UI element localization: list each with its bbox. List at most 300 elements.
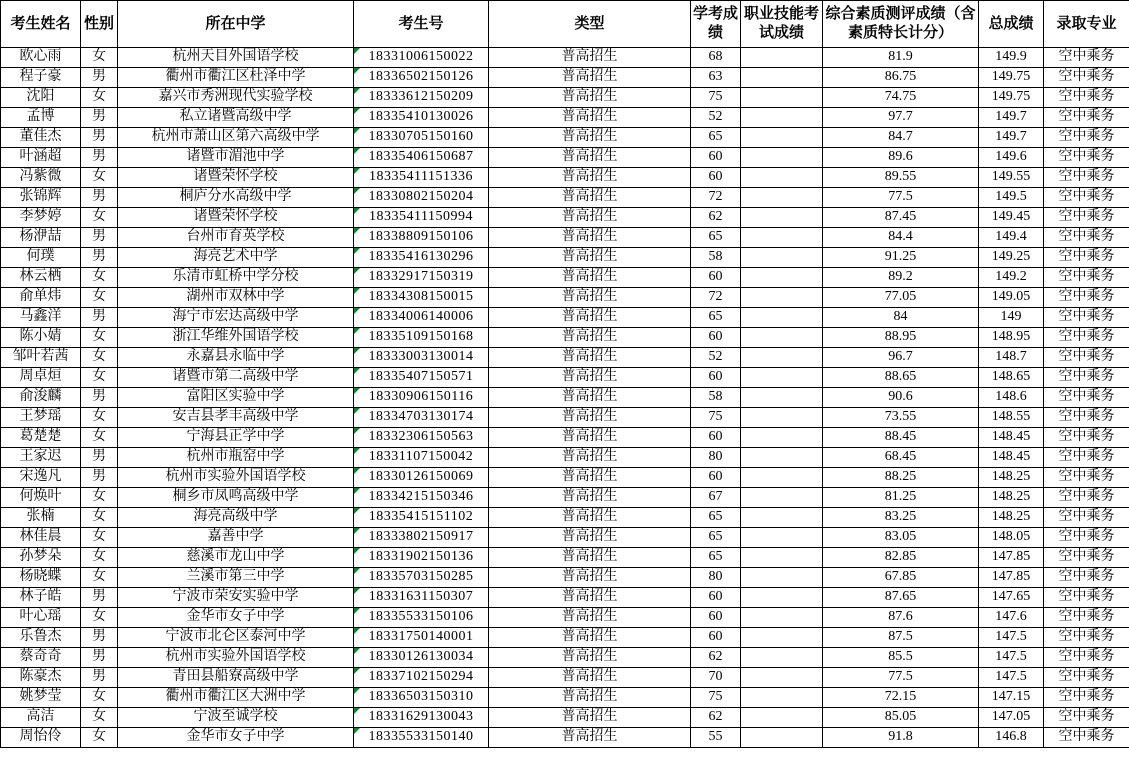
cell-type: 普高招生 <box>489 388 691 408</box>
table-row <box>1 108 1129 128</box>
cell-total_score: 149.2 <box>979 268 1044 288</box>
cell-vocational_score <box>741 328 823 348</box>
table-row <box>1 328 1129 348</box>
cell-academic_score: 67 <box>691 488 741 508</box>
cell-school: 海亮艺术中学 <box>118 248 354 268</box>
cell-comprehensive_score: 74.75 <box>823 88 979 108</box>
cell-total_score: 147.65 <box>979 588 1044 608</box>
cell-academic_score: 65 <box>691 228 741 248</box>
text-format-flag-icon <box>354 148 360 154</box>
cell-comprehensive_score: 83.05 <box>823 528 979 548</box>
cell-comprehensive_score: 91.8 <box>823 728 979 748</box>
cell-school: 嘉善中学 <box>118 528 354 548</box>
text-format-flag-icon <box>354 708 360 714</box>
cell-gender: 男 <box>81 668 118 688</box>
cell-name: 何焕叶 <box>1 488 81 508</box>
cell-school: 杭州市瓶窑中学 <box>118 448 354 468</box>
cell-total_score: 148.25 <box>979 488 1044 508</box>
cell-school: 嘉兴市秀洲现代实验学校 <box>118 88 354 108</box>
cell-total_score: 149.9 <box>979 48 1044 68</box>
cell-major: 空中乘务 <box>1044 708 1129 728</box>
column-header-type: 类型 <box>489 1 691 48</box>
table-row <box>1 288 1129 308</box>
cell-exam_no: 18333802150917 <box>354 528 489 548</box>
cell-type: 普高招生 <box>489 368 691 388</box>
cell-name: 杨晓蝶 <box>1 568 81 588</box>
table-row <box>1 68 1129 88</box>
cell-name: 王梦瑶 <box>1 408 81 428</box>
cell-total_score: 149.6 <box>979 148 1044 168</box>
cell-major: 空中乘务 <box>1044 468 1129 488</box>
cell-type: 普高招生 <box>489 508 691 528</box>
column-header-major: 录取专业 <box>1044 1 1129 48</box>
table-row <box>1 628 1129 648</box>
cell-exam_no: 18338809150106 <box>354 228 489 248</box>
cell-name: 程子豪 <box>1 68 81 88</box>
cell-academic_score: 65 <box>691 128 741 148</box>
cell-exam_no: 18335411151336 <box>354 168 489 188</box>
cell-type: 普高招生 <box>489 108 691 128</box>
cell-comprehensive_score: 73.55 <box>823 408 979 428</box>
cell-total_score: 149 <box>979 308 1044 328</box>
cell-exam_no: 18335407150571 <box>354 368 489 388</box>
column-header-school: 所在中学 <box>118 1 354 48</box>
cell-total_score: 147.5 <box>979 628 1044 648</box>
cell-vocational_score <box>741 728 823 748</box>
table-row <box>1 668 1129 688</box>
column-header-total_score: 总成绩 <box>979 1 1044 48</box>
cell-school: 杭州市实验外国语学校 <box>118 648 354 668</box>
cell-academic_score: 80 <box>691 568 741 588</box>
cell-exam_no: 18335415151102 <box>354 508 489 528</box>
cell-exam_no: 18330126150069 <box>354 468 489 488</box>
cell-comprehensive_score: 85.05 <box>823 708 979 728</box>
cell-name: 马鑫洋 <box>1 308 81 328</box>
cell-gender: 男 <box>81 628 118 648</box>
cell-type: 普高招生 <box>489 668 691 688</box>
cell-total_score: 149.7 <box>979 128 1044 148</box>
cell-academic_score: 68 <box>691 48 741 68</box>
cell-name: 冯紫微 <box>1 168 81 188</box>
table-row <box>1 488 1129 508</box>
cell-vocational_score <box>741 528 823 548</box>
cell-comprehensive_score: 87.45 <box>823 208 979 228</box>
cell-vocational_score <box>741 648 823 668</box>
cell-type: 普高招生 <box>489 448 691 468</box>
cell-academic_score: 60 <box>691 268 741 288</box>
text-format-flag-icon <box>354 268 360 274</box>
text-format-flag-icon <box>354 588 360 594</box>
cell-type: 普高招生 <box>489 648 691 668</box>
text-format-flag-icon <box>354 188 360 194</box>
cell-exam_no: 18332917150319 <box>354 268 489 288</box>
cell-major: 空中乘务 <box>1044 488 1129 508</box>
cell-comprehensive_score: 87.65 <box>823 588 979 608</box>
cell-total_score: 149.7 <box>979 108 1044 128</box>
table-row <box>1 88 1129 108</box>
cell-type: 普高招生 <box>489 308 691 328</box>
cell-major: 空中乘务 <box>1044 48 1129 68</box>
cell-name: 董佳杰 <box>1 128 81 148</box>
cell-major: 空中乘务 <box>1044 228 1129 248</box>
cell-gender: 女 <box>81 208 118 228</box>
cell-comprehensive_score: 77.5 <box>823 188 979 208</box>
cell-major: 空中乘务 <box>1044 168 1129 188</box>
column-header-academic_score: 学考成绩 <box>691 1 741 48</box>
cell-major: 空中乘务 <box>1044 288 1129 308</box>
cell-type: 普高招生 <box>489 608 691 628</box>
cell-exam_no: 18330906150116 <box>354 388 489 408</box>
cell-type: 普高招生 <box>489 728 691 748</box>
cell-academic_score: 72 <box>691 188 741 208</box>
cell-name: 叶涵超 <box>1 148 81 168</box>
cell-name: 李梦婷 <box>1 208 81 228</box>
table-row <box>1 368 1129 388</box>
text-format-flag-icon <box>354 448 360 454</box>
cell-name: 沈阳 <box>1 88 81 108</box>
table-row <box>1 168 1129 188</box>
cell-name: 何璞 <box>1 248 81 268</box>
cell-gender: 女 <box>81 48 118 68</box>
cell-gender: 女 <box>81 408 118 428</box>
cell-academic_score: 62 <box>691 648 741 668</box>
cell-type: 普高招生 <box>489 568 691 588</box>
cell-academic_score: 80 <box>691 448 741 468</box>
table-row <box>1 128 1129 148</box>
table-row <box>1 408 1129 428</box>
cell-vocational_score <box>741 688 823 708</box>
cell-total_score: 149.4 <box>979 228 1044 248</box>
text-format-flag-icon <box>354 328 360 334</box>
cell-school: 宁海县正学中学 <box>118 428 354 448</box>
cell-academic_score: 70 <box>691 668 741 688</box>
text-format-flag-icon <box>354 388 360 394</box>
cell-vocational_score <box>741 268 823 288</box>
cell-type: 普高招生 <box>489 708 691 728</box>
cell-type: 普高招生 <box>489 268 691 288</box>
cell-school: 杭州市萧山区第六高级中学 <box>118 128 354 148</box>
text-format-flag-icon <box>354 228 360 234</box>
cell-comprehensive_score: 91.25 <box>823 248 979 268</box>
cell-major: 空中乘务 <box>1044 388 1129 408</box>
cell-vocational_score <box>741 408 823 428</box>
cell-gender: 女 <box>81 488 118 508</box>
cell-school: 兰溪市第三中学 <box>118 568 354 588</box>
table-row <box>1 448 1129 468</box>
cell-comprehensive_score: 89.2 <box>823 268 979 288</box>
cell-vocational_score <box>741 488 823 508</box>
cell-name: 叶心瑶 <box>1 608 81 628</box>
cell-comprehensive_score: 82.85 <box>823 548 979 568</box>
text-format-flag-icon <box>354 468 360 474</box>
cell-exam_no: 18335411150994 <box>354 208 489 228</box>
table-row <box>1 468 1129 488</box>
cell-major: 空中乘务 <box>1044 208 1129 228</box>
cell-school: 桐乡市凤鸣高级中学 <box>118 488 354 508</box>
cell-school: 诸暨市湄池中学 <box>118 148 354 168</box>
cell-vocational_score <box>741 608 823 628</box>
table-row <box>1 708 1129 728</box>
cell-academic_score: 55 <box>691 728 741 748</box>
text-format-flag-icon <box>354 608 360 614</box>
table-row <box>1 528 1129 548</box>
cell-total_score: 148.65 <box>979 368 1044 388</box>
cell-school: 宁波至诚学校 <box>118 708 354 728</box>
cell-vocational_score <box>741 208 823 228</box>
cell-school: 杭州天目外国语学校 <box>118 48 354 68</box>
cell-exam_no: 18333612150209 <box>354 88 489 108</box>
column-header-gender: 性别 <box>81 1 118 48</box>
cell-name: 高洁 <box>1 708 81 728</box>
table-row <box>1 308 1129 328</box>
cell-school: 私立诸暨高级中学 <box>118 108 354 128</box>
text-format-flag-icon <box>354 548 360 554</box>
cell-academic_score: 58 <box>691 388 741 408</box>
cell-name: 林子皓 <box>1 588 81 608</box>
text-format-flag-icon <box>354 208 360 214</box>
cell-vocational_score <box>741 428 823 448</box>
cell-name: 蔡奇奇 <box>1 648 81 668</box>
cell-total_score: 148.95 <box>979 328 1044 348</box>
cell-gender: 女 <box>81 288 118 308</box>
table-row <box>1 568 1129 588</box>
cell-major: 空中乘务 <box>1044 148 1129 168</box>
cell-vocational_score <box>741 548 823 568</box>
cell-name: 王家迟 <box>1 448 81 468</box>
cell-vocational_score <box>741 508 823 528</box>
cell-school: 金华市女子中学 <box>118 608 354 628</box>
table-row <box>1 348 1129 368</box>
cell-total_score: 147.5 <box>979 668 1044 688</box>
cell-gender: 女 <box>81 548 118 568</box>
text-format-flag-icon <box>354 48 360 54</box>
cell-comprehensive_score: 88.95 <box>823 328 979 348</box>
table-row <box>1 148 1129 168</box>
cell-gender: 男 <box>81 468 118 488</box>
cell-exam_no: 18336503150310 <box>354 688 489 708</box>
table-header-row <box>1 1 1129 48</box>
cell-vocational_score <box>741 348 823 368</box>
text-format-flag-icon <box>354 428 360 434</box>
cell-comprehensive_score: 97.7 <box>823 108 979 128</box>
cell-school: 衢州市衢江区大洲中学 <box>118 688 354 708</box>
cell-vocational_score <box>741 188 823 208</box>
cell-comprehensive_score: 88.45 <box>823 428 979 448</box>
table-body <box>1 48 1129 748</box>
cell-total_score: 149.75 <box>979 88 1044 108</box>
table-row <box>1 728 1129 748</box>
cell-vocational_score <box>741 468 823 488</box>
cell-exam_no: 18330802150204 <box>354 188 489 208</box>
cell-exam_no: 18331107150042 <box>354 448 489 468</box>
cell-major: 空中乘务 <box>1044 308 1129 328</box>
cell-academic_score: 58 <box>691 248 741 268</box>
column-header-exam_no: 考生号 <box>354 1 489 48</box>
cell-exam_no: 18334006140006 <box>354 308 489 328</box>
cell-vocational_score <box>741 108 823 128</box>
text-format-flag-icon <box>354 488 360 494</box>
cell-academic_score: 65 <box>691 508 741 528</box>
cell-major: 空中乘务 <box>1044 668 1129 688</box>
cell-major: 空中乘务 <box>1044 528 1129 548</box>
table-row <box>1 508 1129 528</box>
cell-comprehensive_score: 89.55 <box>823 168 979 188</box>
cell-major: 空中乘务 <box>1044 128 1129 148</box>
cell-vocational_score <box>741 448 823 468</box>
cell-academic_score: 60 <box>691 608 741 628</box>
cell-vocational_score <box>741 628 823 648</box>
cell-school: 诸暨市第二高级中学 <box>118 368 354 388</box>
cell-school: 诸暨荣怀学校 <box>118 168 354 188</box>
cell-exam_no: 18336502150126 <box>354 68 489 88</box>
cell-exam_no: 18334215150346 <box>354 488 489 508</box>
cell-school: 浙江华维外国语学校 <box>118 328 354 348</box>
cell-major: 空中乘务 <box>1044 628 1129 648</box>
cell-school: 杭州市实验外国语学校 <box>118 468 354 488</box>
cell-type: 普高招生 <box>489 488 691 508</box>
cell-exam_no: 18335703150285 <box>354 568 489 588</box>
cell-comprehensive_score: 83.25 <box>823 508 979 528</box>
cell-total_score: 148.25 <box>979 468 1044 488</box>
cell-type: 普高招生 <box>489 408 691 428</box>
cell-academic_score: 60 <box>691 468 741 488</box>
cell-school: 青田县船寮高级中学 <box>118 668 354 688</box>
table-row <box>1 388 1129 408</box>
cell-vocational_score <box>741 168 823 188</box>
text-format-flag-icon <box>354 108 360 114</box>
cell-total_score: 147.5 <box>979 648 1044 668</box>
cell-gender: 女 <box>81 268 118 288</box>
table-row <box>1 248 1129 268</box>
cell-gender: 男 <box>81 648 118 668</box>
cell-major: 空中乘务 <box>1044 568 1129 588</box>
cell-total_score: 148.6 <box>979 388 1044 408</box>
text-format-flag-icon <box>354 348 360 354</box>
cell-school: 宁波市北仑区泰河中学 <box>118 628 354 648</box>
cell-comprehensive_score: 81.9 <box>823 48 979 68</box>
cell-school: 衢州市衢江区杜泽中学 <box>118 68 354 88</box>
text-format-flag-icon <box>354 528 360 534</box>
cell-gender: 男 <box>81 228 118 248</box>
cell-vocational_score <box>741 708 823 728</box>
cell-gender: 女 <box>81 428 118 448</box>
cell-gender: 女 <box>81 168 118 188</box>
cell-academic_score: 65 <box>691 548 741 568</box>
cell-total_score: 147.05 <box>979 708 1044 728</box>
text-format-flag-icon <box>354 408 360 414</box>
cell-comprehensive_score: 88.65 <box>823 368 979 388</box>
table-row <box>1 208 1129 228</box>
cell-academic_score: 60 <box>691 588 741 608</box>
cell-type: 普高招生 <box>489 288 691 308</box>
cell-major: 空中乘务 <box>1044 328 1129 348</box>
cell-academic_score: 60 <box>691 628 741 648</box>
cell-comprehensive_score: 86.75 <box>823 68 979 88</box>
table-row <box>1 588 1129 608</box>
cell-major: 空中乘务 <box>1044 548 1129 568</box>
cell-name: 邹叶若茜 <box>1 348 81 368</box>
cell-gender: 女 <box>81 508 118 528</box>
cell-gender: 男 <box>81 448 118 468</box>
cell-total_score: 149.75 <box>979 68 1044 88</box>
cell-exam_no: 18331902150136 <box>354 548 489 568</box>
cell-school: 桐庐分水高级中学 <box>118 188 354 208</box>
table-row <box>1 228 1129 248</box>
cell-comprehensive_score: 77.05 <box>823 288 979 308</box>
cell-vocational_score <box>741 88 823 108</box>
cell-major: 空中乘务 <box>1044 508 1129 528</box>
cell-total_score: 149.5 <box>979 188 1044 208</box>
cell-exam_no: 18331629130043 <box>354 708 489 728</box>
cell-major: 空中乘务 <box>1044 368 1129 388</box>
cell-comprehensive_score: 72.15 <box>823 688 979 708</box>
cell-name: 陈小婧 <box>1 328 81 348</box>
cell-type: 普高招生 <box>489 68 691 88</box>
cell-gender: 男 <box>81 248 118 268</box>
cell-academic_score: 60 <box>691 428 741 448</box>
cell-type: 普高招生 <box>489 248 691 268</box>
cell-comprehensive_score: 77.5 <box>823 668 979 688</box>
cell-gender: 男 <box>81 128 118 148</box>
cell-academic_score: 72 <box>691 288 741 308</box>
cell-school: 海宁市宏达高级中学 <box>118 308 354 328</box>
cell-name: 俞单炜 <box>1 288 81 308</box>
cell-total_score: 148.55 <box>979 408 1044 428</box>
cell-type: 普高招生 <box>489 168 691 188</box>
cell-name: 姚梦莹 <box>1 688 81 708</box>
cell-total_score: 149.05 <box>979 288 1044 308</box>
cell-name: 乐鲁杰 <box>1 628 81 648</box>
cell-major: 空中乘务 <box>1044 68 1129 88</box>
cell-vocational_score <box>741 68 823 88</box>
cell-name: 宋逸凡 <box>1 468 81 488</box>
cell-exam_no: 18335533150106 <box>354 608 489 628</box>
cell-name: 孙梦朵 <box>1 548 81 568</box>
cell-gender: 女 <box>81 688 118 708</box>
cell-major: 空中乘务 <box>1044 108 1129 128</box>
cell-major: 空中乘务 <box>1044 248 1129 268</box>
cell-type: 普高招生 <box>489 328 691 348</box>
cell-gender: 女 <box>81 348 118 368</box>
cell-exam_no: 18331750140001 <box>354 628 489 648</box>
cell-school: 海亮高级中学 <box>118 508 354 528</box>
cell-vocational_score <box>741 248 823 268</box>
cell-exam_no: 18334703130174 <box>354 408 489 428</box>
column-header-comprehensive_score: 综合素质测评成绩（含素质特长计分） <box>823 1 979 48</box>
cell-total_score: 147.15 <box>979 688 1044 708</box>
cell-total_score: 149.25 <box>979 248 1044 268</box>
cell-gender: 男 <box>81 388 118 408</box>
cell-comprehensive_score: 90.6 <box>823 388 979 408</box>
cell-major: 空中乘务 <box>1044 648 1129 668</box>
cell-name: 杨洢喆 <box>1 228 81 248</box>
cell-academic_score: 60 <box>691 148 741 168</box>
cell-name: 林云栖 <box>1 268 81 288</box>
cell-comprehensive_score: 84 <box>823 308 979 328</box>
cell-academic_score: 75 <box>691 408 741 428</box>
cell-type: 普高招生 <box>489 528 691 548</box>
table-row <box>1 648 1129 668</box>
cell-major: 空中乘务 <box>1044 88 1129 108</box>
table-row <box>1 428 1129 448</box>
cell-type: 普高招生 <box>489 468 691 488</box>
cell-gender: 男 <box>81 68 118 88</box>
text-format-flag-icon <box>354 628 360 634</box>
cell-vocational_score <box>741 148 823 168</box>
cell-type: 普高招生 <box>489 588 691 608</box>
text-format-flag-icon <box>354 508 360 514</box>
cell-school: 富阳区实验中学 <box>118 388 354 408</box>
